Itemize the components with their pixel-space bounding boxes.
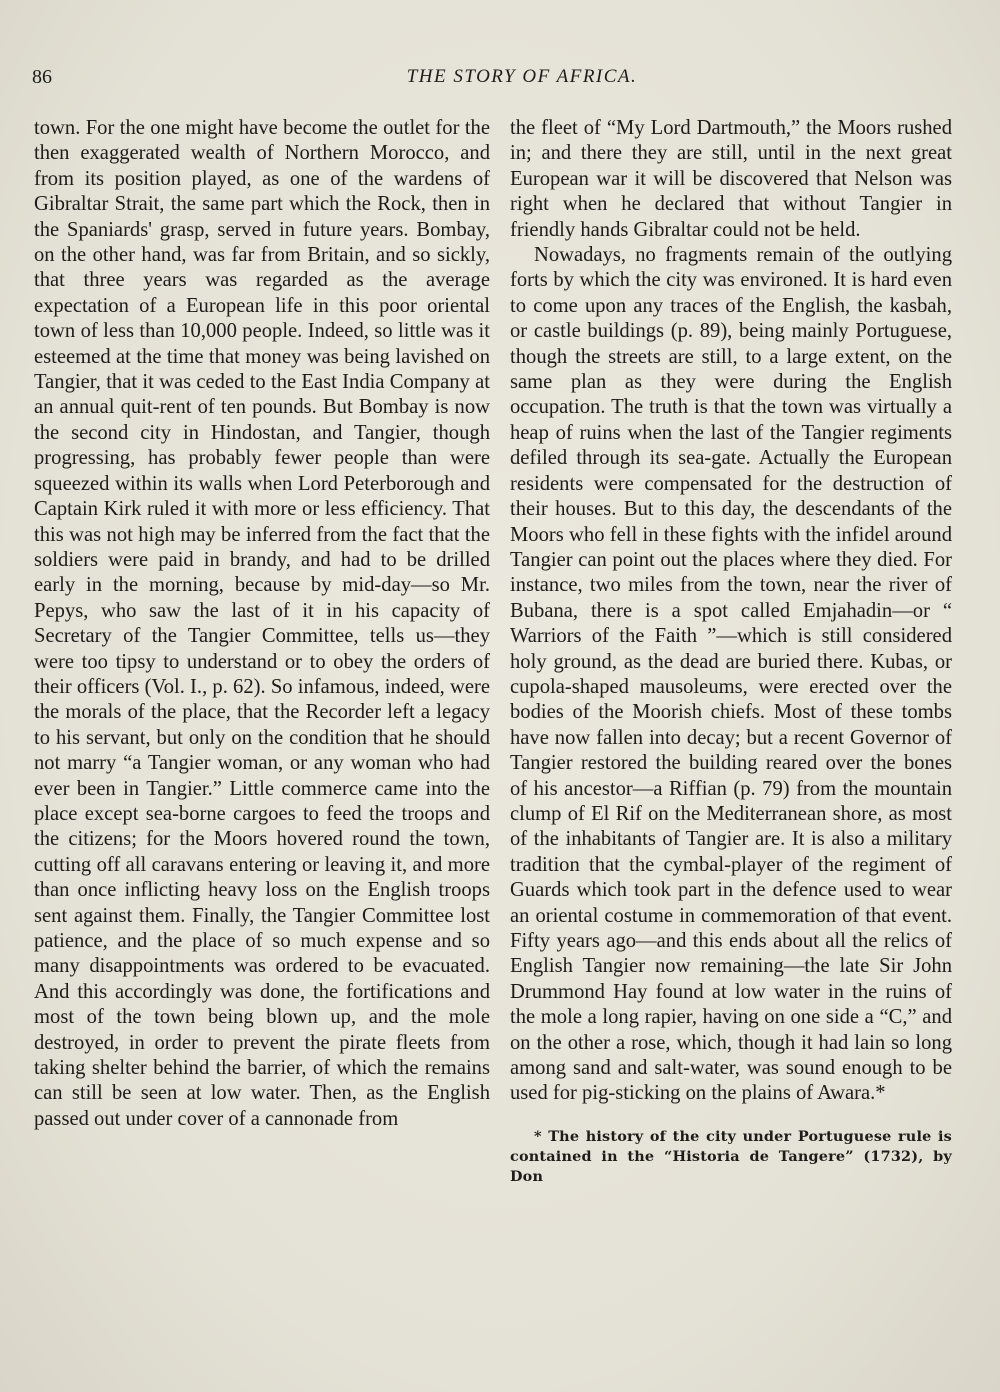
right-paragraph-1: the fleet of “My Lord Dartmouth,” the Moors rushed in; and there they are still, until in the next great European war it will be discovered that Nelson was right when he declared that without Tangier in friendly hands Gibraltar could not be held. xyxy=(510,117,952,241)
left-column xyxy=(34,116,490,1132)
page-number: 86 xyxy=(32,66,52,88)
footnote: * The history of the city under Portuguese rule is contained in the “Historia de Tangere” (1732), by Don xyxy=(510,1127,952,1185)
right-paragraph-2: Nowadays, no fragments remain of the outlying forts by which the city was environed. It is hard even to come upon any traces of the English, the kasbah, or castle buildings (p. 89), being mainly Portuguese, though the streets are still, to a large extent, on the same plan as they were during the English occupation. The truth is that the town was virtually a heap of ruins when the last of the Tangier regiments defiled through its sea-gate. Actually the European residents were compensated for the destruction of their houses. But to this day, the descendants of the Moors who fell in these fights with the infidel around Tangier can point out the places where they died. For instance, two miles from the town, near the river of Bubana, there is a spot called Emjahadin—or “ Warriors of the Faith ”—which is still considered holy ground, as the dead are buried there. Kubas, or cupola-shaped mausoleums, were erected over the bodies of the Moorish chiefs. Most of these tombs have now fallen into decay; but a recent Governor of Tangier restored the building reared over the bones of his ancestor—a Riffian (p. 79) from the mountain clump of El Rif on the Mediterranean shore, as most of the inhabitants of Tangier are. It is also a military tradition that the cymbal-player of the regiment of Guards which took part in the defence used to wear an oriental costume in commemoration of that event. Fifty years ago—and this ends about all the relics of English Tangier now remaining—the late Sir John Drummond Hay found at low water in the ruins of the mole a long rapier, having on one side a “C,” and on the other a rose, which, though it had lain so long among sand and salt-water, was sound enough to be used for pig-sticking on the plains of Awara.* xyxy=(510,244,952,1105)
left-paragraph-1: town. For the one might have become the outlet for the then exaggerated wealth of Northern Morocco, and from its position played, as one of the wardens of Gibraltar Strait, the same part which the Rock, then in the Spaniards' grasp, served in future years. Bombay, on the other hand, was far from Britain, and so sickly, that three years was regarded as the average expectation of a European life in this poor oriental town of less than 10,000 people. Indeed, so little was it esteemed at the time that money was being lavished on Tangier, that it was ceded to the East India Company at an annual quit-rent of ten pounds. But Bombay is now the second city in Hindostan, and Tangier, though progressing, has probably fewer people than were squeezed within its walls when Lord Peterborough and Captain Kirk ruled it with more or less efficiency. That this was not high may be inferred from the fact that the soldiers were paid in brandy, and had to be drilled early in the morning, because by mid-day—so Mr. Pepys, who saw the last of it in his capacity of Secretary of the Tangier Committee, tells us—they were too tipsy to understand or to obey the orders of their officers (Vol. I., p. 62). So infamous, indeed, were the morals of the place, that the Recorder left a legacy to his servant, but only on the condition that he should not marry “a Tangier woman, or any woman who had ever been in Tangier.” Little commerce came into the place except sea-borne cargoes to feed the troops and the citizens; for the Moors hovered round the town, cutting off all caravans entering or leaving it, and more than once inflicting heavy loss on the English troops sent against them. Finally, the Tangier Committee lost patience, and the place of so much expense and so many disappointments was ordered to be evacuated. And this accordingly was done, the fortifications and most of the town being blown up, and the mole destroyed, in order to prevent the pirate fleets from taking shelter behind the barrier, of which the remains can still be seen at low water. Then, as the English passed out under cover of a cannonade from xyxy=(34,117,490,1130)
page-header xyxy=(32,66,972,96)
right-column xyxy=(510,116,952,1187)
running-title: THE STORY OF AFRICA. xyxy=(406,66,638,87)
